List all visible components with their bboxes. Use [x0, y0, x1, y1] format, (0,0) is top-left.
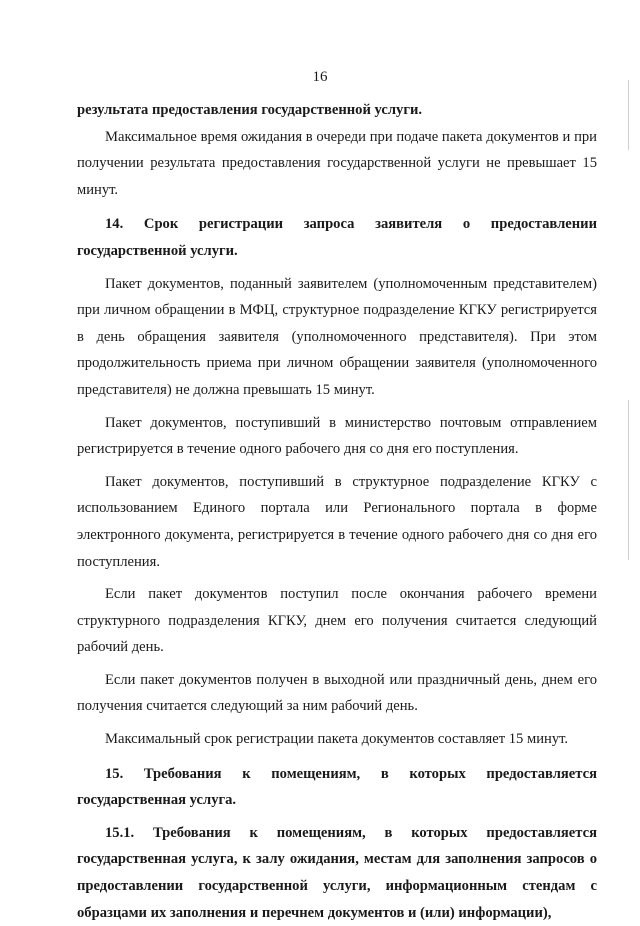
- page-number: 16: [312, 69, 328, 85]
- paragraph-continuation: результата предоставления государственной услуги.: [77, 102, 423, 118]
- paragraph-postal-registration: Пакет документов, поступивший в министерство почтовым отправлением регистрируется в течение одного рабочего дня со дня его поступления.: [77, 414, 597, 458]
- paragraph-after-hours: Если пакет документов поступил после окончания рабочего времени структурного подразделения КГКУ, днем его получения считается следующий рабочий день.: [77, 586, 597, 656]
- paragraph-portal-registration: Пакет документов, поступивший в структурное подразделение КГКУ с использованием Единого портала или Регионального портала в форме электронного документа, регистрируется в течение одного рабочего дня со дня его поступления.: [77, 473, 597, 570]
- section-heading-15-1: 15.1. Требования к помещениям, в которых предоставляется государственная услуга, к залу ожидания, местам для заполнения запросов о предоставлении государственной услуги, информационным стендам с образцами их заполнения и перечнем документов и (или) информации),: [77, 824, 597, 921]
- paragraph-max-registration-time: Максимальный срок регистрации пакета документов составляет 15 минут.: [105, 731, 569, 748]
- section-heading-14: 14. Срок регистрации запроса заявителя о предоставлении государственной услуги.: [77, 216, 597, 259]
- paragraph-holiday: Если пакет документов получен в выходной или праздничный день, днем его получения считается следующий за ним рабочий день.: [77, 671, 597, 715]
- section-heading-15: 15. Требования к помещениям, в которых предоставляется государственная услуга.: [77, 765, 597, 809]
- scan-edge-mark: [628, 400, 629, 560]
- document-body: [77, 97, 597, 926]
- paragraph-wait-time: Максимальное время ожидания в очереди при подаче пакета документов и при получении результата предоставления государственной услуги не превышает 15 минут.: [77, 128, 597, 198]
- paragraph-mfc-registration: Пакет документов, поданный заявителем (уполномоченным представителем) при личном обращении в МФЦ, структурное подразделение КГКУ регистрируется в день обращения заявителя (уполномоченного представителя). При этом продолжительность приема при личном обращении заявителя (уполномоченного представителя) не должна превышать 15 минут.: [77, 275, 597, 398]
- scan-edge-mark: [628, 80, 629, 150]
